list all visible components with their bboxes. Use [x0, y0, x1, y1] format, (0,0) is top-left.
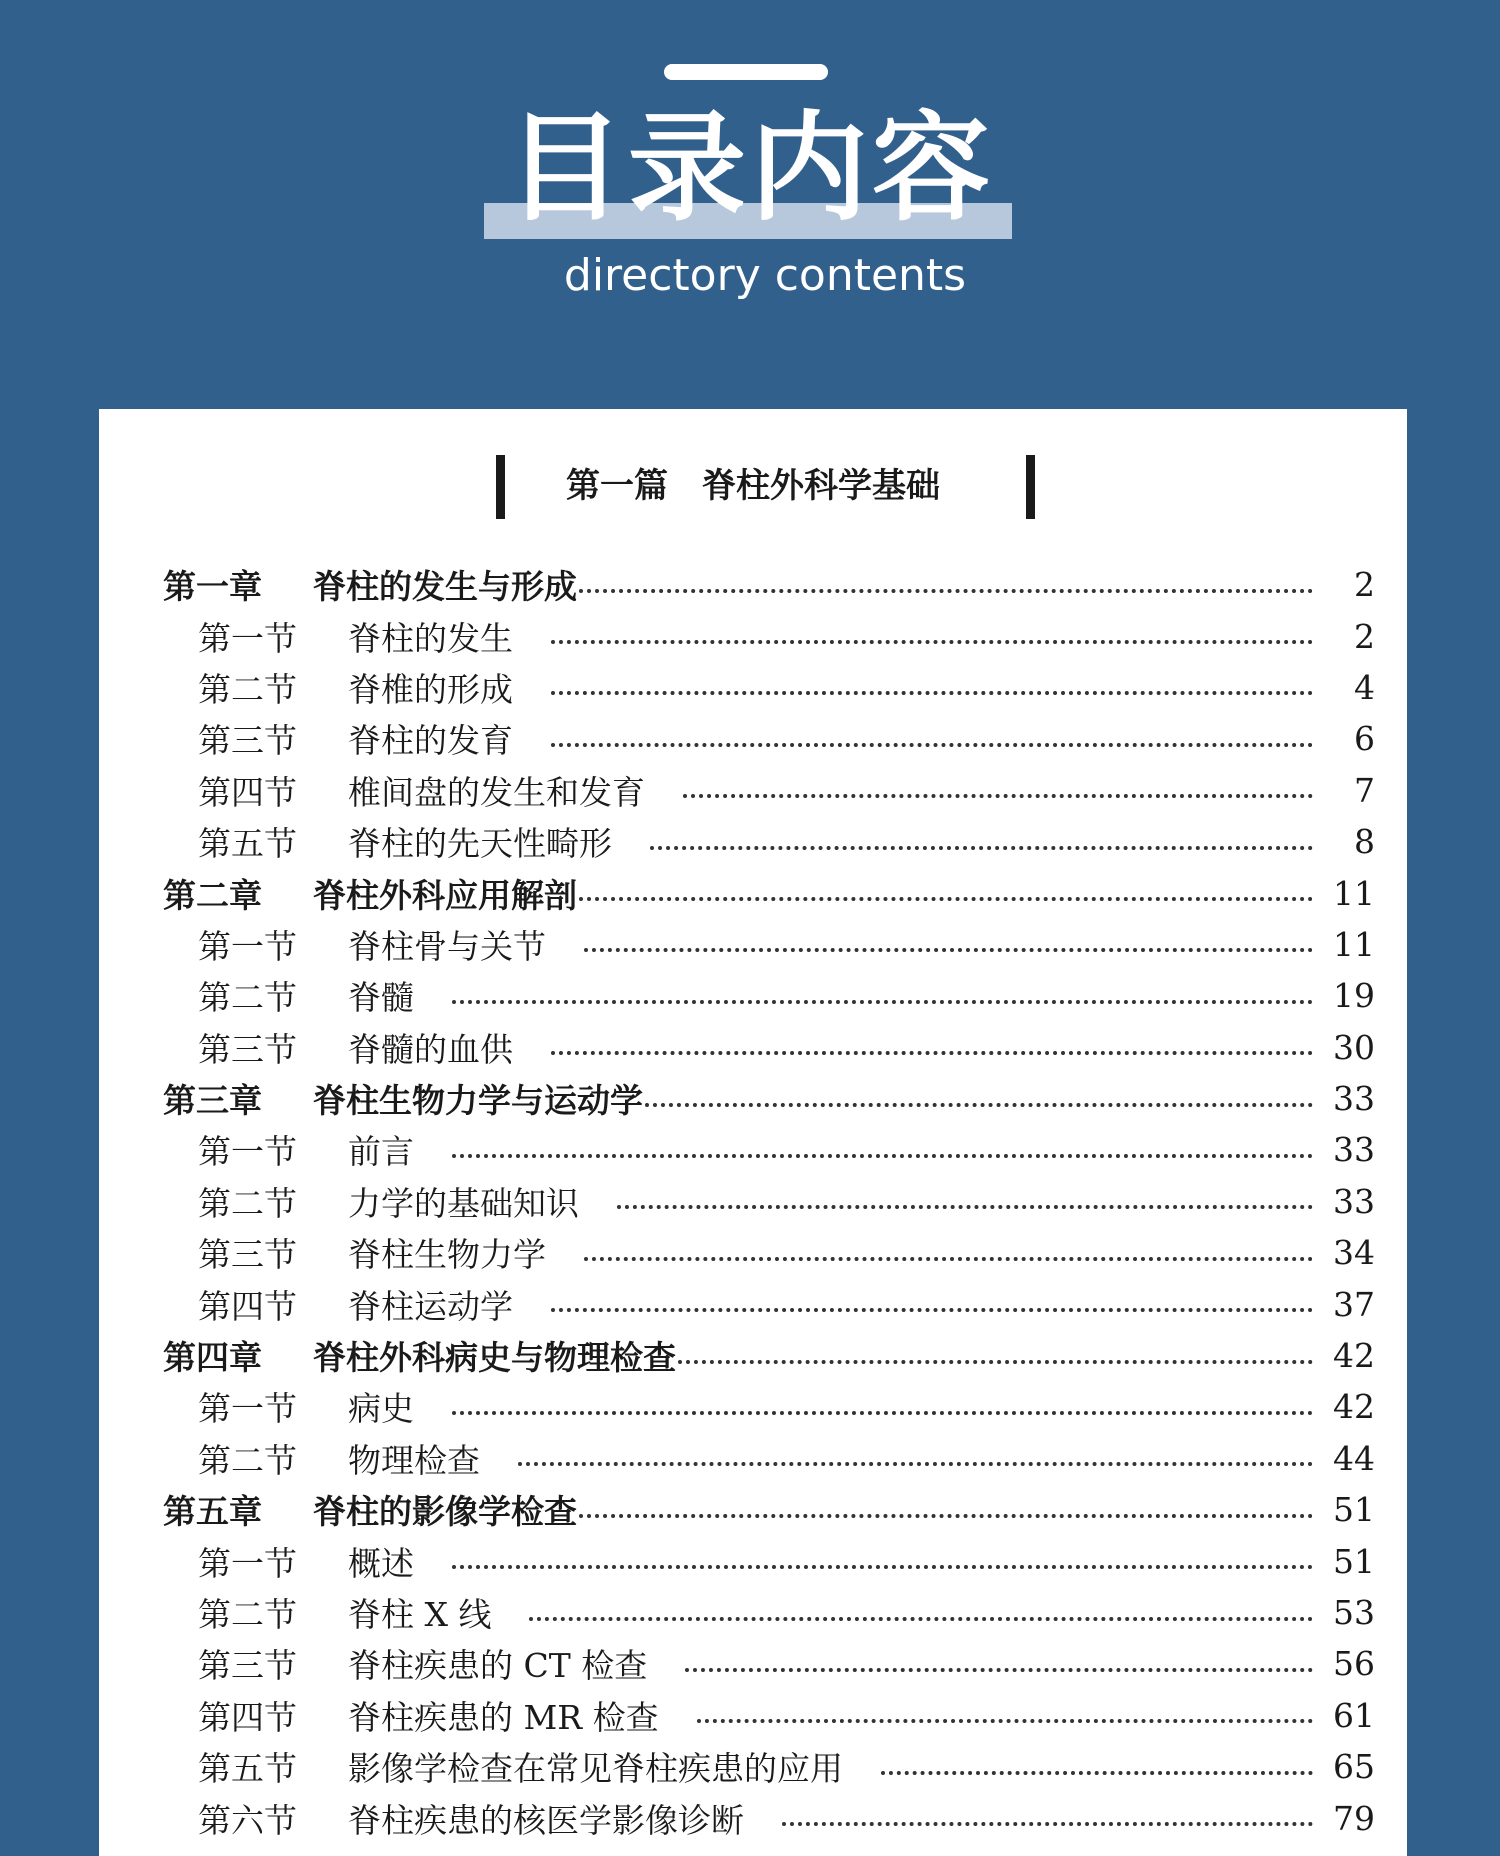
- toc-section-row: [163, 1176, 1375, 1227]
- toc-page-number: 4: [1354, 667, 1375, 707]
- toc-dot-leader: [881, 1771, 1313, 1775]
- toc-section-row: [163, 610, 1375, 661]
- toc-page-number: 42: [1333, 1387, 1375, 1427]
- toc-dot-leader: [452, 1565, 1313, 1569]
- toc-entry-title: 影像学检查在常见脊柱疾患的应用: [348, 1749, 843, 1789]
- toc-dot-leader: [645, 1103, 1313, 1107]
- part-title: 第一篇 脊柱外科学基础: [566, 466, 940, 506]
- toc-page: [99, 409, 1407, 1856]
- toc-entry-number: 第一节: [198, 926, 297, 966]
- toc-entry-title: 脊柱疾患的 MR 检查: [348, 1697, 659, 1737]
- toc-entry-title: 脊髓: [348, 978, 414, 1018]
- toc-dot-leader: [452, 1411, 1313, 1415]
- toc-section-row: [163, 919, 1375, 970]
- toc-entry-number: 第二节: [198, 1595, 297, 1634]
- toc-dot-leader: [551, 691, 1313, 695]
- toc-dot-leader: [584, 1257, 1313, 1261]
- toc-entry-title: 脊柱 X 线: [348, 1595, 492, 1634]
- toc-entry-title: 脊柱疾患的核医学影像诊断: [348, 1800, 744, 1840]
- toc-entry-title: 脊柱外科应用解剖: [313, 875, 577, 915]
- toc-entry-number: 第五节: [198, 824, 297, 864]
- toc-dot-leader: [697, 1719, 1313, 1723]
- toc-page-number: 42: [1333, 1336, 1375, 1376]
- toc-page-number: 19: [1333, 976, 1375, 1016]
- toc-section-row: [163, 1638, 1375, 1689]
- toc-entry-number: 第一章: [163, 567, 262, 607]
- toc-entry-title: 脊柱外科病史与物理检查: [313, 1338, 676, 1378]
- toc-dot-leader: [551, 743, 1313, 747]
- toc-page-number: 61: [1333, 1695, 1375, 1735]
- toc-entry-title: 物理检查: [348, 1440, 480, 1480]
- toc-section-row: [163, 713, 1375, 764]
- toc-section-row: [163, 765, 1375, 816]
- toc-section-row: [163, 1690, 1375, 1741]
- toc-section-row: [163, 1433, 1375, 1484]
- toc-page-number: 34: [1333, 1233, 1375, 1273]
- toc-dot-leader: [452, 1000, 1313, 1004]
- toc-entry-title: 力学的基础知识: [348, 1183, 579, 1223]
- toc-page-number: 33: [1333, 1181, 1375, 1221]
- toc-entry-number: 第二节: [198, 1183, 297, 1223]
- toc-entry-title: 脊柱疾患的 CT 检查: [348, 1646, 648, 1686]
- toc-entry-number: 第三节: [198, 721, 297, 761]
- part-heading: [99, 451, 1407, 521]
- toc-page-number: 79: [1333, 1798, 1375, 1838]
- toc-entry-number: 第六节: [198, 1800, 297, 1840]
- toc-page-number: 6: [1354, 719, 1375, 759]
- toc-section-row: [163, 662, 1375, 713]
- toc-section-row: [163, 816, 1375, 867]
- toc-chapter-row: [163, 1073, 1375, 1124]
- toc-entry-number: 第一节: [198, 618, 297, 658]
- toc-section-row: [163, 970, 1375, 1021]
- toc-entry-title: 脊柱的影像学检查: [313, 1492, 577, 1532]
- toc-dot-leader: [518, 1462, 1313, 1466]
- toc-entry-title: 脊柱生物力学与运动学: [313, 1081, 643, 1121]
- toc-entry-number: 第五章: [163, 1492, 262, 1532]
- toc-dot-leader: [579, 589, 1313, 593]
- toc-page-number: 7: [1354, 770, 1375, 810]
- toc-entry-title: 脊髓的血供: [348, 1029, 513, 1069]
- toc-entry-title: 脊柱的发生与形成: [313, 567, 577, 607]
- toc-chapter-row: [163, 559, 1375, 610]
- toc-entry-title: 前言: [348, 1132, 414, 1172]
- toc-entry-number: 第一节: [198, 1132, 297, 1172]
- toc-page-number: 65: [1333, 1747, 1375, 1787]
- toc-page-number: 2: [1354, 616, 1375, 656]
- toc-dot-leader: [782, 1822, 1313, 1826]
- toc-entry-title: 概述: [348, 1543, 414, 1583]
- toc-entry-title: 脊柱的发育: [348, 721, 513, 761]
- toc-entry-number: 第三节: [198, 1235, 297, 1275]
- toc-entry-title: 脊椎的形成: [348, 669, 513, 709]
- toc-entry-number: 第三节: [198, 1646, 297, 1686]
- toc-dot-leader: [551, 1051, 1313, 1055]
- toc-dot-leader: [683, 794, 1313, 798]
- toc-entry-title: 脊柱骨与关节: [348, 926, 546, 966]
- toc-chapter-row: [163, 1484, 1375, 1535]
- toc-entry-number: 第四节: [198, 1286, 297, 1326]
- toc-entry-title: 脊柱的先天性畸形: [348, 824, 612, 864]
- toc-page-number: 11: [1333, 873, 1375, 913]
- toc-entry-number: 第三章: [163, 1081, 262, 1121]
- toc-chapter-row: [163, 867, 1375, 918]
- toc-dot-leader: [579, 1514, 1313, 1518]
- toc-entry-number: 第二节: [198, 978, 297, 1018]
- toc-page-number: 56: [1333, 1644, 1375, 1684]
- toc-page-number: 33: [1333, 1130, 1375, 1170]
- toc-page-number: 8: [1354, 822, 1375, 862]
- toc-entry-title: 脊柱的发生: [348, 618, 513, 658]
- header-top-bar: [664, 64, 828, 80]
- toc-entry-number: 第二章: [163, 875, 262, 915]
- toc-section-row: [163, 1278, 1375, 1329]
- toc-dot-leader: [584, 948, 1313, 952]
- toc-entry-number: 第三节: [198, 1029, 297, 1069]
- page-subtitle: directory contents: [563, 250, 967, 301]
- toc-entry-title: 脊柱运动学: [348, 1286, 513, 1326]
- toc-dot-leader: [617, 1205, 1313, 1209]
- toc-dot-leader: [579, 897, 1313, 901]
- toc-section-row: [163, 1381, 1375, 1432]
- toc-page-number: 11: [1333, 924, 1375, 964]
- toc-section-row: [163, 1792, 1375, 1843]
- toc-entry-number: 第一节: [198, 1543, 297, 1583]
- toc-list: [163, 559, 1375, 1844]
- toc-entry-number: 第二节: [198, 1440, 297, 1480]
- toc-section-row: [163, 1227, 1375, 1278]
- toc-page-number: 37: [1333, 1284, 1375, 1324]
- toc-page-number: 33: [1333, 1079, 1375, 1119]
- part-heading-right-bar: [1026, 455, 1035, 519]
- toc-section-row: [163, 1741, 1375, 1792]
- toc-dot-leader: [529, 1617, 1313, 1621]
- toc-entry-number: 第二节: [198, 669, 297, 709]
- toc-dot-leader: [452, 1154, 1313, 1158]
- toc-page-number: 2: [1354, 565, 1375, 605]
- page-title: 目录内容: [505, 99, 994, 237]
- toc-entry-number: 第四章: [163, 1338, 262, 1378]
- toc-entry-number: 第一节: [198, 1389, 297, 1429]
- header-title-block: [0, 100, 1500, 240]
- toc-entry-number: 第四节: [198, 1697, 297, 1737]
- toc-section-row: [163, 1124, 1375, 1175]
- toc-entry-number: 第四节: [198, 772, 297, 812]
- toc-section-row: [163, 1535, 1375, 1586]
- toc-page-number: 30: [1333, 1027, 1375, 1067]
- toc-page-number: 51: [1333, 1541, 1375, 1581]
- toc-section-row: [163, 1587, 1375, 1638]
- toc-entry-title: 脊柱生物力学: [348, 1235, 546, 1275]
- toc-page-number: 51: [1333, 1490, 1375, 1530]
- toc-section-row: [163, 1022, 1375, 1073]
- toc-dot-leader: [551, 1308, 1313, 1312]
- toc-dot-leader: [678, 1360, 1313, 1364]
- toc-dot-leader: [551, 640, 1313, 644]
- toc-page-number: 44: [1333, 1438, 1375, 1478]
- toc-dot-leader: [685, 1668, 1313, 1672]
- toc-entry-number: 第五节: [198, 1749, 297, 1789]
- toc-dot-leader: [650, 846, 1313, 850]
- toc-chapter-row: [163, 1330, 1375, 1381]
- toc-page-number: 53: [1333, 1593, 1375, 1632]
- toc-entry-title: 病史: [348, 1389, 414, 1429]
- toc-entry-title: 椎间盘的发生和发育: [348, 772, 645, 812]
